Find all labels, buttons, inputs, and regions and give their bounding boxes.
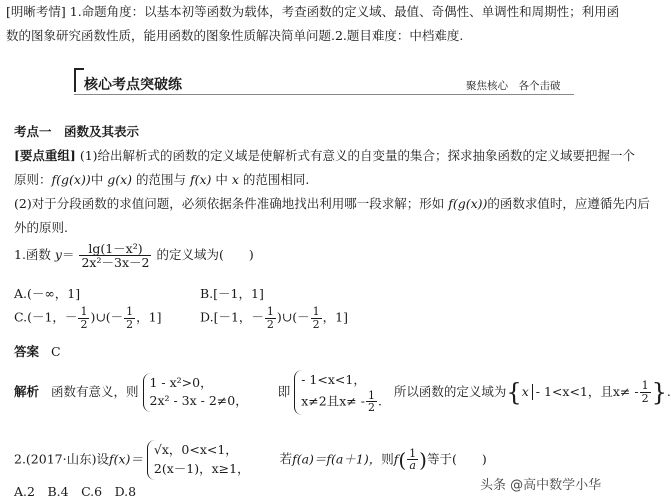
q2-options[interactable]: A.2 B.4 C.6 D.8 <box>14 484 137 499</box>
keypoint-line-2: 原则：f(g(x))中 g(x) 的范围与 f(x) 中 x 的范围相同. <box>14 172 310 187</box>
keypoint-text-1: (1)给出解析式的函数的定义域是使解析式有意义的自变量的集合；探求抽象函数的定义域要把握一个 <box>79 148 636 163</box>
section-heading: 考点一 函数及其表示 <box>14 124 140 139</box>
banner-divider <box>74 94 574 95</box>
q1-answer <box>14 342 61 360</box>
keypoint-line-1 <box>14 146 635 164</box>
banner-corner <box>74 68 84 92</box>
intro-text-2: 数的图象研究函数性质，能用函数的图象性质解决简单问题.2.题目难度：中档难度. <box>6 28 464 43</box>
key-tag: [要点重组] <box>14 148 76 163</box>
q1-fraction: $\frac{\text{lg(1－x²)}}{\text{2x²－3x－2}}$ <box>81 241 150 271</box>
intro-line-1 <box>6 2 619 20</box>
q2-stem: 2.(2017·山东)设f(x)＝ √x，0<x<1， 2(x－1)，x≥1， 若f(a)＝f(a＋1)，则f( $\frac{1}{a}$ )等于( ) <box>14 440 487 480</box>
q1-option-a[interactable]: A.(－∞，1] <box>14 286 81 301</box>
q1-option-c[interactable]: C.(－1，－ $\frac{1}{2}$ )∪(－ $\frac{1}{2}$ ，1] <box>14 305 162 331</box>
analysis-label: 解析 <box>14 383 40 399</box>
keypoint-line-3: (2)对于分段函数的求值问题，必须依据条件准确地找出利用哪一段求解；形如 f(g(x))的函数求值时，应遵循先内后 <box>14 196 650 211</box>
intro-text-1: 1.命题角度：以基本初等函数为载体，考查函数的定义域、最值、奇偶性、单调性和周期性；利用函 <box>69 4 620 19</box>
inequality-system-1: 1 - x²>0， 2x² - 3x - 2≠0， <box>143 373 248 413</box>
q1-stem: 1.函数 y＝ $\frac{\text{lg(1－x²)}}{\text{2x²－3x－2}}$ 的定义域为( ) <box>14 241 254 271</box>
banner-title: 核心考点突破练 <box>84 77 182 93</box>
piecewise-function: √x，0<x<1， 2(x－1)，x≥1， <box>147 440 250 480</box>
q1-analysis: 解析 函数有意义，则 1 - x²>0， 2x² - 3x - 2≠0， 即 - 1<x<1， x≠2且x≠ - $\frac{1}{2}$ . 所以函数的定义域为{x - 1<x<1，且x≠ - $\frac{1}{2}$ }. <box>14 372 671 415</box>
intro-tag: [明晰考情] <box>6 4 66 19</box>
q1-option-d[interactable]: D.[－1，－ $\frac{1}{2}$ )∪(－ $\frac{1}{2}$ ，1] <box>200 305 348 331</box>
answer-value: C <box>51 344 61 359</box>
inequality-system-2: - 1<x<1， x≠2且x≠ - $\frac{1}{2}$ . <box>294 370 382 415</box>
answer-label: 答案 <box>14 344 40 359</box>
banner-subtitle: 聚焦核心 各个击破 <box>466 80 561 92</box>
keypoint-line-4: 外的原则. <box>14 220 68 235</box>
q1-option-b[interactable]: B.[－1，1] <box>200 286 264 301</box>
watermark: 头条 @高中数学小华 <box>480 478 602 493</box>
